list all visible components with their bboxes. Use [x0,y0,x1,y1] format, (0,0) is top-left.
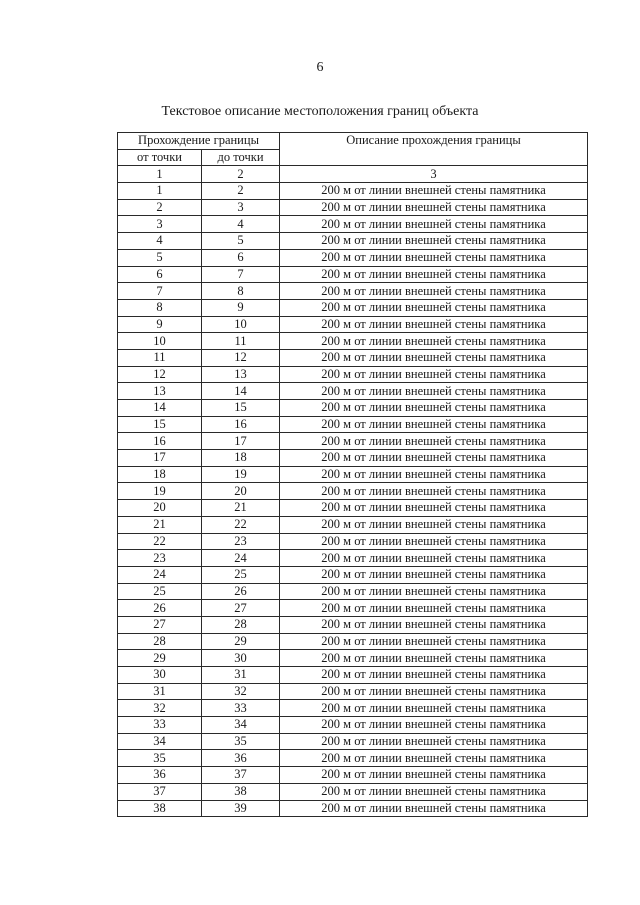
cell-description: 200 м от линии внешней стены памятника [280,733,588,750]
cell-description: 200 м от линии внешней стены памятника [280,717,588,734]
table-row [118,183,588,200]
cell-to-point: 17 [202,433,280,450]
cell-from-point: 1 [118,183,202,200]
cell-description: 200 м от линии внешней стены памятника [280,333,588,350]
cell-description: 200 м от линии внешней стены памятника [280,433,588,450]
document-title: Текстовое описание местоположения границ объекта [161,104,479,119]
header-boundary-passage: Прохождение границы [118,133,280,150]
cell-description: 200 м от линии внешней стены памятника [280,667,588,684]
column-number: 2 [202,166,280,183]
boundary-table [117,132,588,817]
table-row [118,700,588,717]
page-number: 6 [316,60,324,75]
cell-from-point: 21 [118,516,202,533]
cell-to-point: 24 [202,550,280,567]
cell-description: 200 м от линии внешней стены памятника [280,566,588,583]
cell-to-point: 14 [202,383,280,400]
cell-description: 200 м от линии внешней стены памятника [280,516,588,533]
table-row [118,366,588,383]
table-row [118,783,588,800]
cell-from-point: 26 [118,600,202,617]
column-number: 3 [280,166,588,183]
cell-description: 200 м от линии внешней стены памятника [280,416,588,433]
table-row [118,433,588,450]
cell-from-point: 5 [118,249,202,266]
cell-to-point: 31 [202,667,280,684]
cell-to-point: 8 [202,283,280,300]
cell-description: 200 м от линии внешней стены памятника [280,550,588,567]
cell-from-point: 24 [118,566,202,583]
table-row [118,199,588,216]
cell-description: 200 м от линии внешней стены памятника [280,683,588,700]
cell-from-point: 4 [118,233,202,250]
cell-from-point: 35 [118,750,202,767]
table-row [118,516,588,533]
cell-description: 200 м от линии внешней стены памятника [280,800,588,817]
cell-from-point: 36 [118,767,202,784]
cell-description: 200 м от линии внешней стены памятника [280,383,588,400]
table-row [118,750,588,767]
cell-from-point: 30 [118,667,202,684]
table-row [118,299,588,316]
cell-from-point: 28 [118,633,202,650]
table-body [118,183,588,817]
cell-description: 200 м от линии внешней стены памятника [280,400,588,417]
cell-from-point: 7 [118,283,202,300]
cell-description: 200 м от линии внешней стены памятника [280,783,588,800]
cell-description: 200 м от линии внешней стены памятника [280,199,588,216]
cell-from-point: 15 [118,416,202,433]
cell-from-point: 31 [118,683,202,700]
cell-description: 200 м от линии внешней стены памятника [280,316,588,333]
cell-from-point: 27 [118,616,202,633]
cell-description: 200 м от линии внешней стены памятника [280,249,588,266]
cell-to-point: 16 [202,416,280,433]
cell-to-point: 25 [202,566,280,583]
cell-from-point: 29 [118,650,202,667]
cell-to-point: 30 [202,650,280,667]
cell-description: 200 м от линии внешней стены памятника [280,483,588,500]
cell-from-point: 33 [118,717,202,734]
table-row [118,550,588,567]
cell-to-point: 15 [202,400,280,417]
cell-from-point: 10 [118,333,202,350]
table-row [118,667,588,684]
cell-to-point: 3 [202,199,280,216]
cell-from-point: 32 [118,700,202,717]
table-row [118,767,588,784]
cell-from-point: 13 [118,383,202,400]
cell-to-point: 2 [202,183,280,200]
cell-description: 200 м от линии внешней стены памятника [280,233,588,250]
table-row [118,266,588,283]
cell-description: 200 м от линии внешней стены памятника [280,183,588,200]
cell-to-point: 18 [202,450,280,467]
table-row [118,233,588,250]
table-row [118,533,588,550]
cell-to-point: 7 [202,266,280,283]
cell-from-point: 16 [118,433,202,450]
cell-to-point: 20 [202,483,280,500]
cell-to-point: 12 [202,349,280,366]
cell-to-point: 29 [202,633,280,650]
cell-from-point: 34 [118,733,202,750]
table-row [118,683,588,700]
table-row [118,800,588,817]
cell-description: 200 м от линии внешней стены памятника [280,583,588,600]
cell-to-point: 26 [202,583,280,600]
cell-from-point: 17 [118,450,202,467]
header-from-point: от точки [118,149,202,166]
cell-description: 200 м от линии внешней стены памятника [280,450,588,467]
cell-to-point: 35 [202,733,280,750]
table-row [118,600,588,617]
cell-from-point: 37 [118,783,202,800]
cell-to-point: 22 [202,516,280,533]
header-to-point: до точки [202,149,280,166]
table-row [118,450,588,467]
cell-from-point: 20 [118,500,202,517]
column-number: 1 [118,166,202,183]
cell-description: 200 м от линии внешней стены памятника [280,366,588,383]
cell-description: 200 м от линии внешней стены памятника [280,500,588,517]
table-row [118,383,588,400]
cell-from-point: 23 [118,550,202,567]
cell-from-point: 3 [118,216,202,233]
table-row [118,249,588,266]
table-row [118,616,588,633]
table-row [118,717,588,734]
cell-from-point: 12 [118,366,202,383]
table-row [118,416,588,433]
cell-to-point: 23 [202,533,280,550]
cell-from-point: 38 [118,800,202,817]
cell-description: 200 м от линии внешней стены памятника [280,767,588,784]
cell-description: 200 м от линии внешней стены памятника [280,650,588,667]
cell-from-point: 2 [118,199,202,216]
table-row [118,483,588,500]
table-row [118,650,588,667]
cell-from-point: 18 [118,466,202,483]
table-row [118,500,588,517]
table-row [118,283,588,300]
table-row [118,333,588,350]
cell-to-point: 33 [202,700,280,717]
cell-description: 200 м от линии внешней стены памятника [280,533,588,550]
table-row [118,633,588,650]
cell-from-point: 19 [118,483,202,500]
cell-description: 200 м от линии внешней стены памятника [280,266,588,283]
table-header [118,133,588,183]
cell-description: 200 м от линии внешней стены памятника [280,633,588,650]
column-numbering-row [118,166,588,183]
cell-description: 200 м от линии внешней стены памятника [280,349,588,366]
table-row [118,466,588,483]
cell-from-point: 8 [118,299,202,316]
cell-from-point: 6 [118,266,202,283]
cell-to-point: 10 [202,316,280,333]
cell-from-point: 14 [118,400,202,417]
table-row [118,733,588,750]
table-row [118,316,588,333]
cell-to-point: 28 [202,616,280,633]
cell-to-point: 4 [202,216,280,233]
cell-to-point: 21 [202,500,280,517]
table-row [118,349,588,366]
cell-from-point: 11 [118,349,202,366]
cell-to-point: 13 [202,366,280,383]
cell-from-point: 25 [118,583,202,600]
cell-to-point: 9 [202,299,280,316]
cell-to-point: 38 [202,783,280,800]
cell-to-point: 37 [202,767,280,784]
cell-to-point: 34 [202,717,280,734]
cell-to-point: 6 [202,249,280,266]
cell-to-point: 39 [202,800,280,817]
header-description: Описание прохождения границы [280,133,588,166]
cell-description: 200 м от линии внешней стены памятника [280,616,588,633]
cell-description: 200 м от линии внешней стены памятника [280,750,588,767]
cell-to-point: 36 [202,750,280,767]
cell-from-point: 22 [118,533,202,550]
cell-to-point: 11 [202,333,280,350]
table-row [118,216,588,233]
cell-to-point: 32 [202,683,280,700]
cell-description: 200 м от линии внешней стены памятника [280,283,588,300]
table-row [118,566,588,583]
cell-to-point: 5 [202,233,280,250]
cell-description: 200 м от линии внешней стены памятника [280,700,588,717]
cell-description: 200 м от линии внешней стены памятника [280,299,588,316]
cell-description: 200 м от линии внешней стены памятника [280,466,588,483]
table-row [118,583,588,600]
cell-from-point: 9 [118,316,202,333]
cell-to-point: 27 [202,600,280,617]
cell-description: 200 м от линии внешней стены памятника [280,600,588,617]
cell-description: 200 м от линии внешней стены памятника [280,216,588,233]
table-row [118,400,588,417]
cell-to-point: 19 [202,466,280,483]
